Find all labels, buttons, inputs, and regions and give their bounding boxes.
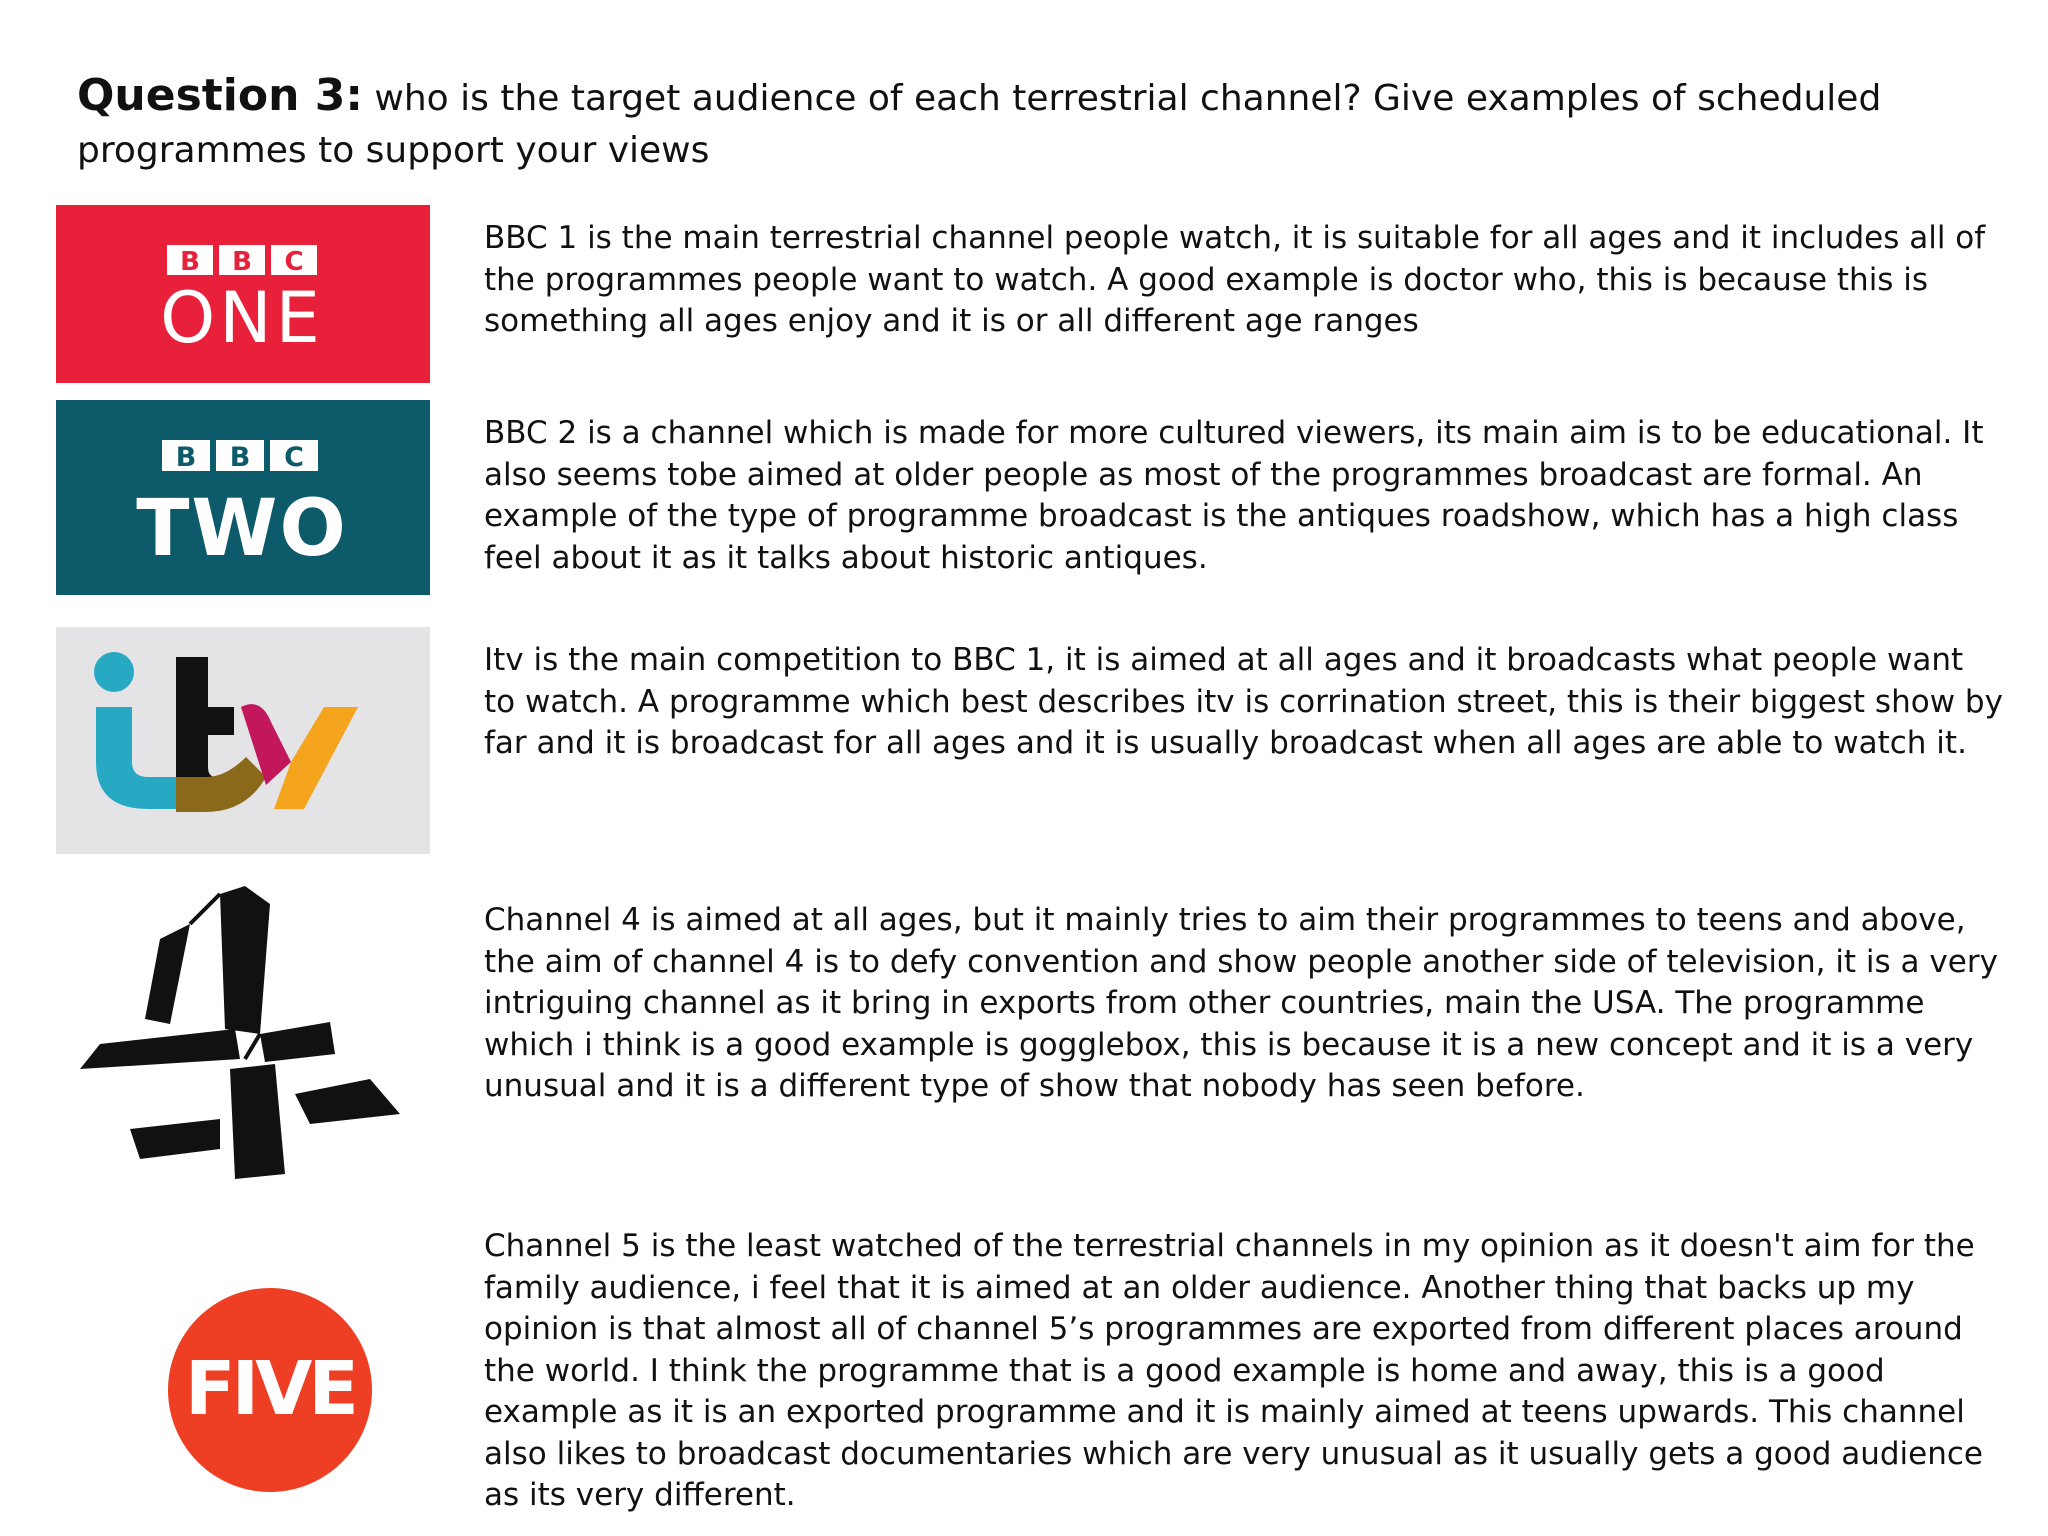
bbc-one-description: BBC 1 is the main terrestrial channel people watch, it is suitable for all ages and it includes all of the programmes people want to watch. A good example is doctor who, this is because this is something all ages enjoy and it is or all different age ranges: [484, 220, 1986, 339]
five-wordmark: FIVE: [185, 1346, 355, 1432]
channel-4-description: Channel 4 is aimed at all ages, but it mainly tries to aim their programmes to teens and above, the aim of channel 4 is to defy convention and show people another side of television, it is a very intriguing channel as it bring in exports from other countries, main the USA. The programme which i think is a good example is gogglebox, this is because it is a new concept and it is a very unusual and it is a different type of show that nobody has seen before.: [484, 902, 1998, 1104]
bbc-one-box-3: C: [284, 247, 304, 277]
question-heading: [77, 70, 1977, 177]
question-label: Question 3:: [77, 70, 363, 121]
bbc-one-logo: [56, 205, 430, 383]
bbc-two-description: BBC 2 is a channel which is made for more cultured viewers, its main aim is to be educational. It also seems tobe aimed at older people as most of the programmes broadcast are formal. An example of the type of programme broadcast is the antiques roadshow, which has a high class feel about it as it talks about historic antiques.: [484, 415, 1984, 576]
itv-logo: [56, 627, 430, 854]
bbc-one-box-1: B: [180, 247, 200, 277]
five-logo: [160, 1280, 380, 1500]
bbc-two-wordmark: TWO: [136, 484, 348, 574]
bbc-one-wordmark: ONE: [160, 277, 324, 359]
itv-description: Itv is the main competition to BBC 1, it is aimed at all ages and it broadcasts what people want to watch. A programme which best describes itv is corrination street, this is their biggest show by far and it is broadcast for all ages and it is usually broadcast when all ages are able to watch it.: [484, 642, 2003, 761]
channel-5-description: Channel 5 is the least watched of the terrestrial channels in my opinion as it doesn't aim for the family audience, i feel that it is aimed at an older audience. Another thing that backs up my opinion is that almost all of channel 5’s programmes are exported from different places around the world. I think the programme that is a good example is home and away, this is a good example as it is an exported programme and it is mainly aimed at teens upwards. This channel also likes to broadcast documentaries which are very unusual as it usually gets a good audience as its very different.: [484, 1228, 1984, 1513]
question-text: who is the target audience of each terrestrial channel? Give examples of scheduled programmes to support your views: [77, 78, 1882, 171]
bbc-two-box-3: C: [284, 442, 304, 473]
bbc-two-logo: [56, 400, 430, 595]
bbc-one-box-2: B: [232, 247, 252, 277]
bbc-two-box-2: B: [229, 442, 251, 473]
channel-4-logo: [70, 884, 420, 1184]
bbc-two-box-1: B: [175, 442, 197, 473]
